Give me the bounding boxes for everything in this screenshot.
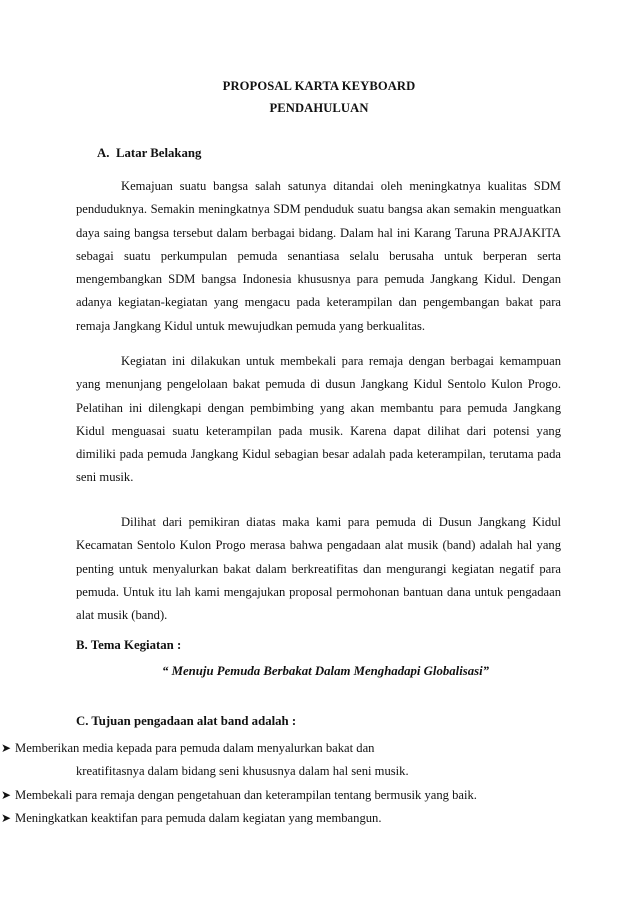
section-a-title: Latar Belakang bbox=[116, 146, 202, 160]
arrow-bullet-icon: ➤ bbox=[1, 810, 12, 825]
section-a-label: A. bbox=[97, 146, 110, 160]
list-item bbox=[0, 737, 600, 784]
section-b-heading: B. Tema Kegiatan : bbox=[76, 638, 182, 652]
list-item-text: Memberikan media kepada para pemuda dalam menyalurkan bakat dan bbox=[15, 741, 375, 755]
section-a-heading bbox=[97, 146, 201, 161]
goals-list bbox=[0, 737, 600, 830]
arrow-bullet-icon: ➤ bbox=[1, 787, 12, 802]
paragraph-1: Kemajuan suatu bangsa salah satunya ditandai oleh meningkatnya kualitas SDM penduduknya. Semakin meningkatnya SDM penduduk suatu bangsa akan semakin menguatkan daya saing bangsa tersebut dalam berbagai bidang. Dalam hal ini Karang Taruna PRAJAKITA sebagai suatu perkumpulan pemuda senantiasa selalu berusaha untuk berperan serta mengembangkan SDM bangsa Indonesia khususnya para pemuda Jangkang Kidul. Dengan adanya kegiatan-kegiatan yang mengacu pada keterampilan dan pengembangan bakat para remaja Jangkang Kidul untuk mewujudkan pemuda yang berkualitas. bbox=[76, 179, 561, 333]
list-item bbox=[0, 807, 600, 830]
document-title: PROPOSAL KARTA KEYBOARD bbox=[222, 79, 416, 93]
section-c-heading: C. Tujuan pengadaan alat band adalah : bbox=[76, 714, 297, 728]
paragraph-3: Dilihat dari pemikiran diatas maka kami para pemuda di Dusun Jangkang Kidul Kecamatan Sentolo Kulon Progo merasa bahwa pengadaan alat musik (band) adalah hal yang penting untuk menyalurkan bakat dalam berkreatifitas dan mengurangi kegiatan negatif para pemuda. Untuk itu lah kami mengajukan proposal permohonan bantuan dana untuk pengadaan alat musik (band). bbox=[76, 515, 561, 623]
theme-text: “ Menuju Pemuda Berbakat Dalam Menghadapi Globalisasi” bbox=[162, 664, 490, 678]
list-item-text: Meningkatkan keaktifan para pemuda dalam kegiatan yang membangun. bbox=[15, 810, 382, 825]
list-item-text: Membekali para remaja dengan pengetahuan dan keterampilan tentang bermusik yang baik. bbox=[15, 787, 477, 802]
arrow-bullet-icon: ➤ bbox=[1, 741, 12, 755]
document-subtitle: PENDAHULUAN bbox=[269, 101, 369, 115]
list-item-continuation: kreatifitasnya dalam bidang seni khususnya dalam hal seni musik. bbox=[76, 764, 409, 779]
paragraph-2: Kegiatan ini dilakukan untuk membekali para remaja dengan berbagai kemampuan yang menunjang pengelolaan bakat pemuda di dusun Jangkang Kidul Sentolo Kulon Progo. Pelatihan ini dilengkapi dengan pembimbing yang akan membantu para pemuda Jangkang Kidul menguasai suatu keterampilan pada musik. Karena dapat dilihat dari potensi yang dimiliki pada pemuda Jangkang Kidul sebagian besar adalah pada keterampilan, terutama pada seni musik. bbox=[76, 354, 561, 485]
list-item bbox=[0, 784, 600, 807]
